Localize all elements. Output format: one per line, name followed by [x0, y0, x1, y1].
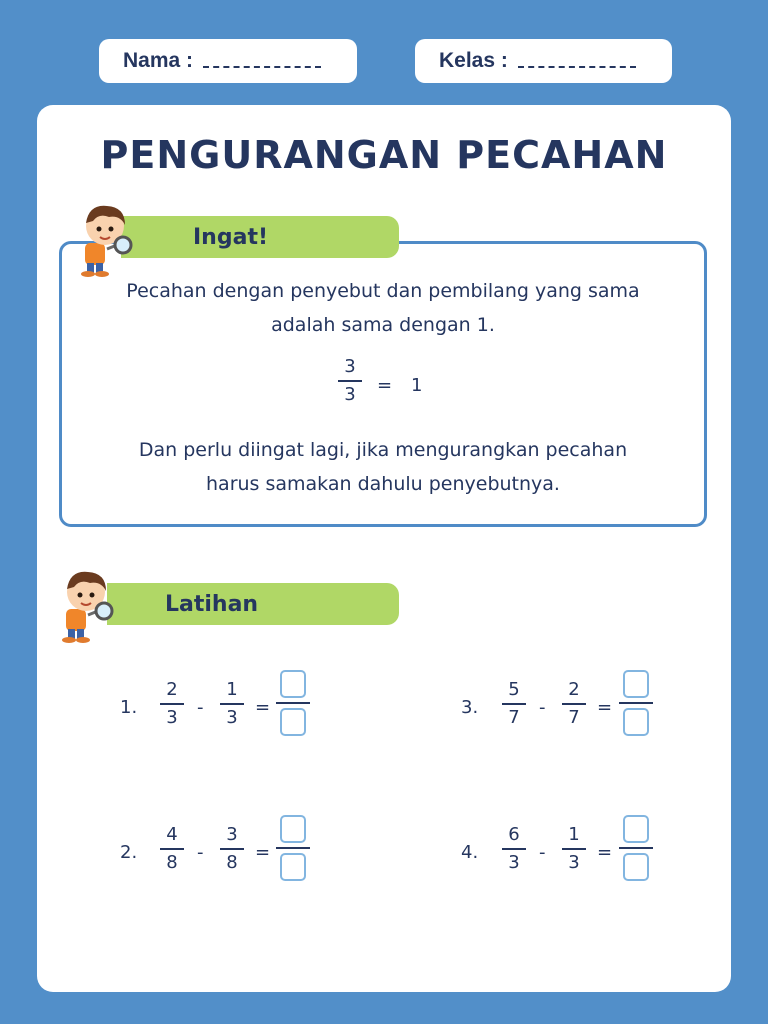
ingat-line-2: adalah sama dengan 1. — [271, 314, 495, 336]
numerator: 1 — [226, 679, 238, 700]
fraction-b — [562, 680, 586, 728]
equals-sign: = — [255, 842, 271, 863]
fraction-b — [220, 680, 244, 728]
fraction-bar — [220, 848, 244, 850]
problem-number: 1. — [120, 697, 138, 718]
kelas-label: Kelas : — [439, 49, 508, 72]
fraction-a — [502, 680, 526, 728]
equals-sign: = — [255, 697, 271, 718]
denominator: 8 — [166, 852, 178, 873]
fraction-b — [562, 825, 586, 873]
problem-number: 2. — [120, 842, 138, 863]
example-equals: = — [377, 375, 393, 396]
fraction-bar — [619, 702, 653, 704]
denominator: 8 — [226, 852, 238, 873]
answer-denominator-box[interactable] — [623, 853, 649, 881]
example-result: 1 — [411, 375, 423, 396]
answer-denominator-box[interactable] — [280, 853, 306, 881]
numerator: 3 — [226, 824, 238, 845]
answer-fraction — [276, 815, 310, 881]
ingat-line-3: Dan perlu diingat lagi, jika mengurangkan pecahan — [138, 439, 628, 461]
kelas-field[interactable] — [415, 39, 672, 83]
nama-field[interactable] — [99, 39, 357, 83]
answer-denominator-box[interactable] — [280, 708, 306, 736]
problem-number: 3. — [461, 697, 479, 718]
denominator: 3 — [508, 852, 520, 873]
ingat-line-1: Pecahan dengan penyebut dan pembilang yang sama — [126, 280, 640, 302]
latihan-banner — [107, 583, 399, 625]
denominator: 7 — [568, 707, 580, 728]
ingat-info-box — [59, 241, 707, 527]
answer-fraction — [276, 670, 310, 736]
nama-blank-line[interactable] — [203, 54, 321, 68]
answer-numerator-box[interactable] — [280, 815, 306, 843]
numerator: 4 — [166, 824, 178, 845]
worksheet-card — [37, 105, 731, 992]
ingat-heading: Ingat! — [193, 224, 268, 250]
latihan-heading: Latihan — [165, 591, 259, 617]
denominator: 3 — [226, 707, 238, 728]
example-fraction — [338, 357, 362, 405]
fraction-a — [160, 680, 184, 728]
denominator: 3 — [568, 852, 580, 873]
fraction-bar — [619, 847, 653, 849]
fraction-bar — [562, 848, 586, 850]
fraction-bar — [276, 702, 310, 704]
nama-label: Nama : — [123, 49, 194, 72]
fraction-bar — [502, 703, 526, 705]
page-title: PENGURANGAN PECAHAN — [100, 133, 668, 177]
fraction-a — [160, 825, 184, 873]
fraction-b — [220, 825, 244, 873]
problem-number: 4. — [461, 842, 479, 863]
answer-numerator-box[interactable] — [280, 670, 306, 698]
answer-numerator-box[interactable] — [623, 815, 649, 843]
fraction-bar — [220, 703, 244, 705]
equals-sign: = — [597, 842, 613, 863]
numerator: 1 — [568, 824, 580, 845]
minus-sign: - — [197, 842, 204, 863]
fraction-bar — [276, 847, 310, 849]
fraction-bar — [562, 703, 586, 705]
minus-sign: - — [539, 697, 546, 718]
numerator: 2 — [166, 679, 178, 700]
kid-magnifier-icon — [46, 565, 116, 645]
minus-sign: - — [539, 842, 546, 863]
ingat-banner — [121, 216, 399, 258]
numerator: 6 — [508, 824, 520, 845]
ingat-line-4: harus samakan dahulu penyebutnya. — [206, 473, 560, 495]
fraction-a — [502, 825, 526, 873]
answer-numerator-box[interactable] — [623, 670, 649, 698]
example-denominator: 3 — [344, 384, 356, 405]
fraction-bar — [502, 848, 526, 850]
numerator: 5 — [508, 679, 520, 700]
fraction-bar — [160, 848, 184, 850]
answer-denominator-box[interactable] — [623, 708, 649, 736]
denominator: 7 — [508, 707, 520, 728]
example-numerator: 3 — [344, 356, 356, 377]
equals-sign: = — [597, 697, 613, 718]
fraction-bar — [160, 703, 184, 705]
denominator: 3 — [166, 707, 178, 728]
kid-magnifier-icon — [65, 199, 135, 279]
answer-fraction — [619, 815, 653, 881]
answer-fraction — [619, 670, 653, 736]
kelas-blank-line[interactable] — [518, 54, 636, 68]
minus-sign: - — [197, 697, 204, 718]
fraction-bar — [338, 380, 362, 382]
numerator: 2 — [568, 679, 580, 700]
